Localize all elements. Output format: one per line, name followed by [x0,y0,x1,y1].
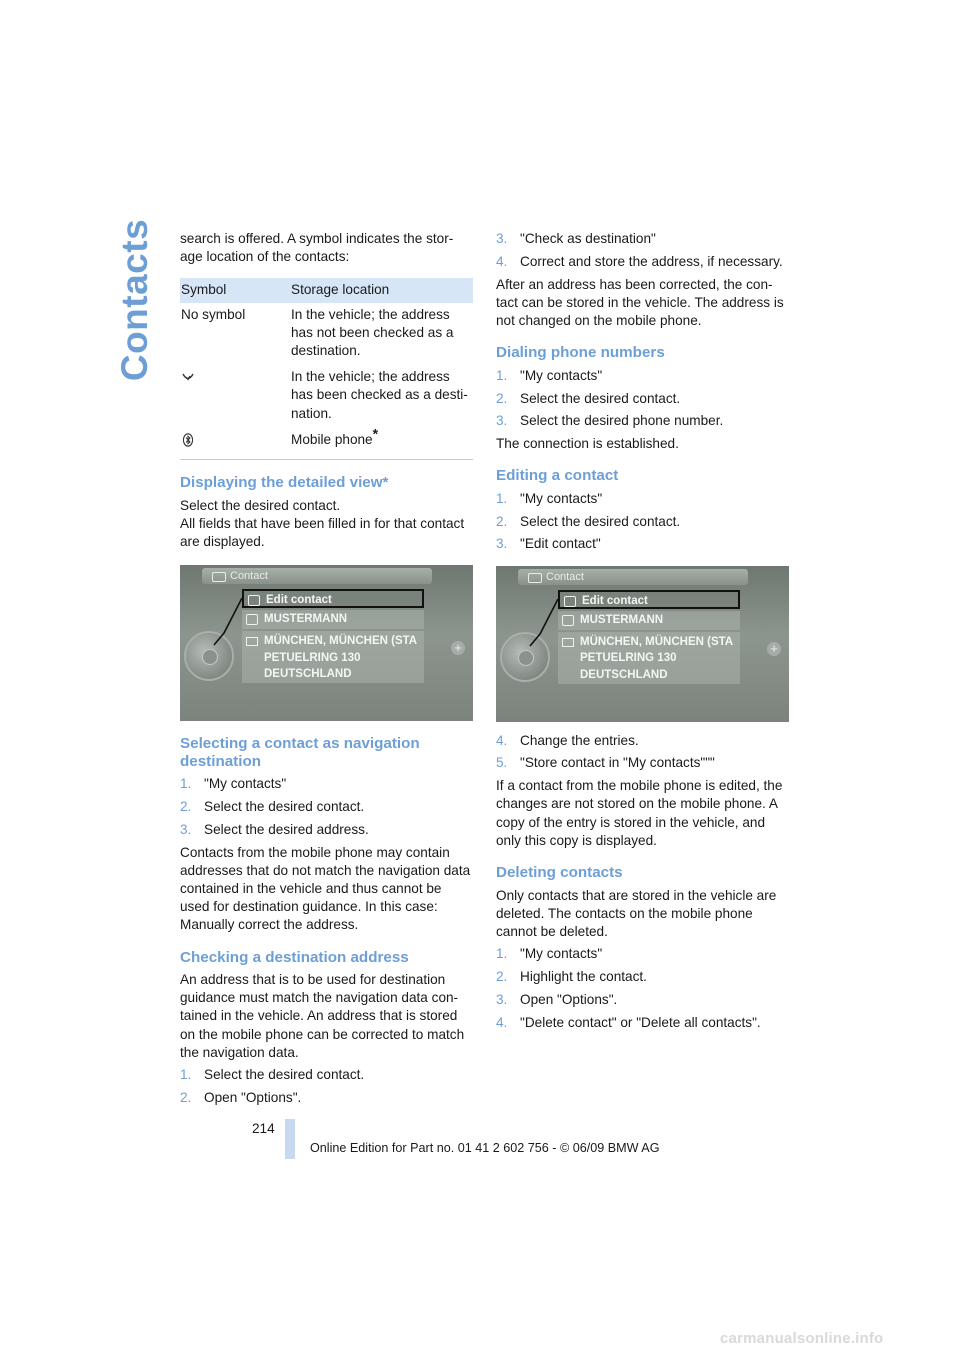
table-cell-symbol: No symbol [181,306,246,322]
table-row [180,365,473,428]
screen-address-block: MÜNCHEN, MÜNCHEN (STA PETUELRING 130 DEUTSCHLAND [242,631,424,683]
steps-list [496,230,789,271]
page-number: 214 [252,1121,275,1136]
list-item: 4. "Delete contact" or "Delete all contacts". [496,1014,761,1030]
list-item: 1. "My contacts" [496,367,603,383]
table-cell-location: Mobile phone* [290,428,473,460]
list-item: 1. "My contacts" [180,776,287,792]
heading-detailed-view: Displaying the detailed view* [180,474,389,492]
list-item: 2. Select the desired contact. [496,513,681,529]
right-column [496,230,789,1036]
paragraph: Contacts from the mobile phone may contain addresses that do not match the navigation data contained in the vehicle and thus cannot be used for destination guidance. In this case: Manually correct the address. [180,844,471,933]
screen-tab: Contact [202,568,432,584]
footer-text: Online Edition for Part no. 01 41 2 602 756 - © 06/09 BMW AG [310,1141,660,1155]
footer-bar [285,1119,295,1159]
screen-row-edit-contact: Edit contact [558,590,740,609]
list-item: 2. Open "Options". [180,1089,302,1105]
table-row [180,303,473,366]
idrive-screenshot-detail [180,565,473,721]
paragraph: An address that is to be used for destination guidance must match the navigation data con-tained in the vehicle. An address that is stored on the mobile phone can be corrected to match the navigation data. [180,972,465,1060]
chapter-side-title [112,218,158,382]
zoom-plus-icon: + [767,642,781,656]
left-column [180,230,473,1112]
list-item: 2. Select the desired contact. [496,390,681,406]
heading-dialing-phone-numbers: Dialing phone numbers [496,344,665,362]
list-item: 1. "My contacts" [496,946,603,962]
storage-symbol-table [180,278,473,460]
list-item: 2. Highlight the contact. [496,968,647,984]
watermark: carmanualsonline.info [720,1330,884,1347]
paragraph: Select the desired contact. All fields that have been filled in for that contact are displayed. [180,497,465,549]
bluetooth-icon [181,433,195,447]
table-header-location: Storage location [290,278,473,302]
list-item: 3. "Edit contact" [496,536,601,552]
list-item: 4. Change the entries. [496,732,639,748]
list-item: 5. "Store contact in "My contacts""" [496,755,715,771]
list-item: 2. Select the desired contact. [180,798,365,814]
idrive-screenshot-edit [496,566,789,722]
paragraph: After an address has been corrected, the con-tact can be stored in the vehicle. The address is not changed on the mobile phone. [496,276,784,328]
list-item: 3. Select the desired address. [180,821,369,837]
table-header-row [180,278,473,302]
steps-list [496,732,789,773]
callout-line [180,565,473,721]
steps-list [180,775,473,839]
list-item: 1. "My contacts" [496,490,603,506]
steps-list [496,945,789,1032]
heading-deleting-contacts: Deleting contacts [496,864,623,881]
screen-row-name: MUSTERMANN [558,611,740,630]
paragraph: The connection is established. [496,436,679,452]
heading-editing-contact: Editing a contact [496,467,619,485]
optional-equipment-asterisk: * [372,425,379,442]
steps-list [496,367,789,431]
list-item: 3. Select the desired phone number. [496,413,724,429]
screen-address-block: MÜNCHEN, MÜNCHEN (STA PETUELRING 130 DEUTSCHLAND [558,632,740,684]
steps-list [496,490,789,554]
checked-destination-icon [181,370,195,384]
list-item: 4. Correct and store the address, if necessary. [496,253,783,269]
table-header-symbol: Symbol [180,278,290,302]
heading-navigation-destination: Selecting a contact as navigation destination [180,735,420,770]
table-cell-location: In the vehicle; the address has been checked as a desti-nation. [291,369,468,421]
screen-tab: Contact [518,569,748,585]
list-item: 3. "Check as destination" [496,231,656,246]
paragraph: Only contacts that are stored in the vehicle are deleted. The contacts on the mobile phone cannot be deleted. [496,887,777,939]
screen-row-name: MUSTERMANN [242,610,424,629]
paragraph: If a contact from the mobile phone is edited, the changes are not stored on the mobile phone. A copy of the entry is stored in the vehicle, and only this copy is displayed. [496,778,783,848]
table-cell-location: In the vehicle; the address has not been checked as a destination. [291,306,454,359]
table-row [180,428,473,460]
intro-paragraph: search is offered. A symbol indicates the stor-age location of the contacts: [180,231,454,265]
list-item: 1. Select the desired contact. [180,1067,365,1083]
screen-row-edit-contact: Edit contact [242,589,424,608]
steps-list [180,1066,473,1107]
chapter-title-text: Contacts [113,218,155,382]
callout-line [496,566,789,722]
list-item: 3. Open "Options". [496,991,618,1007]
zoom-plus-icon: + [451,641,465,655]
heading-check-destination-address: Checking a destination address [180,948,409,966]
